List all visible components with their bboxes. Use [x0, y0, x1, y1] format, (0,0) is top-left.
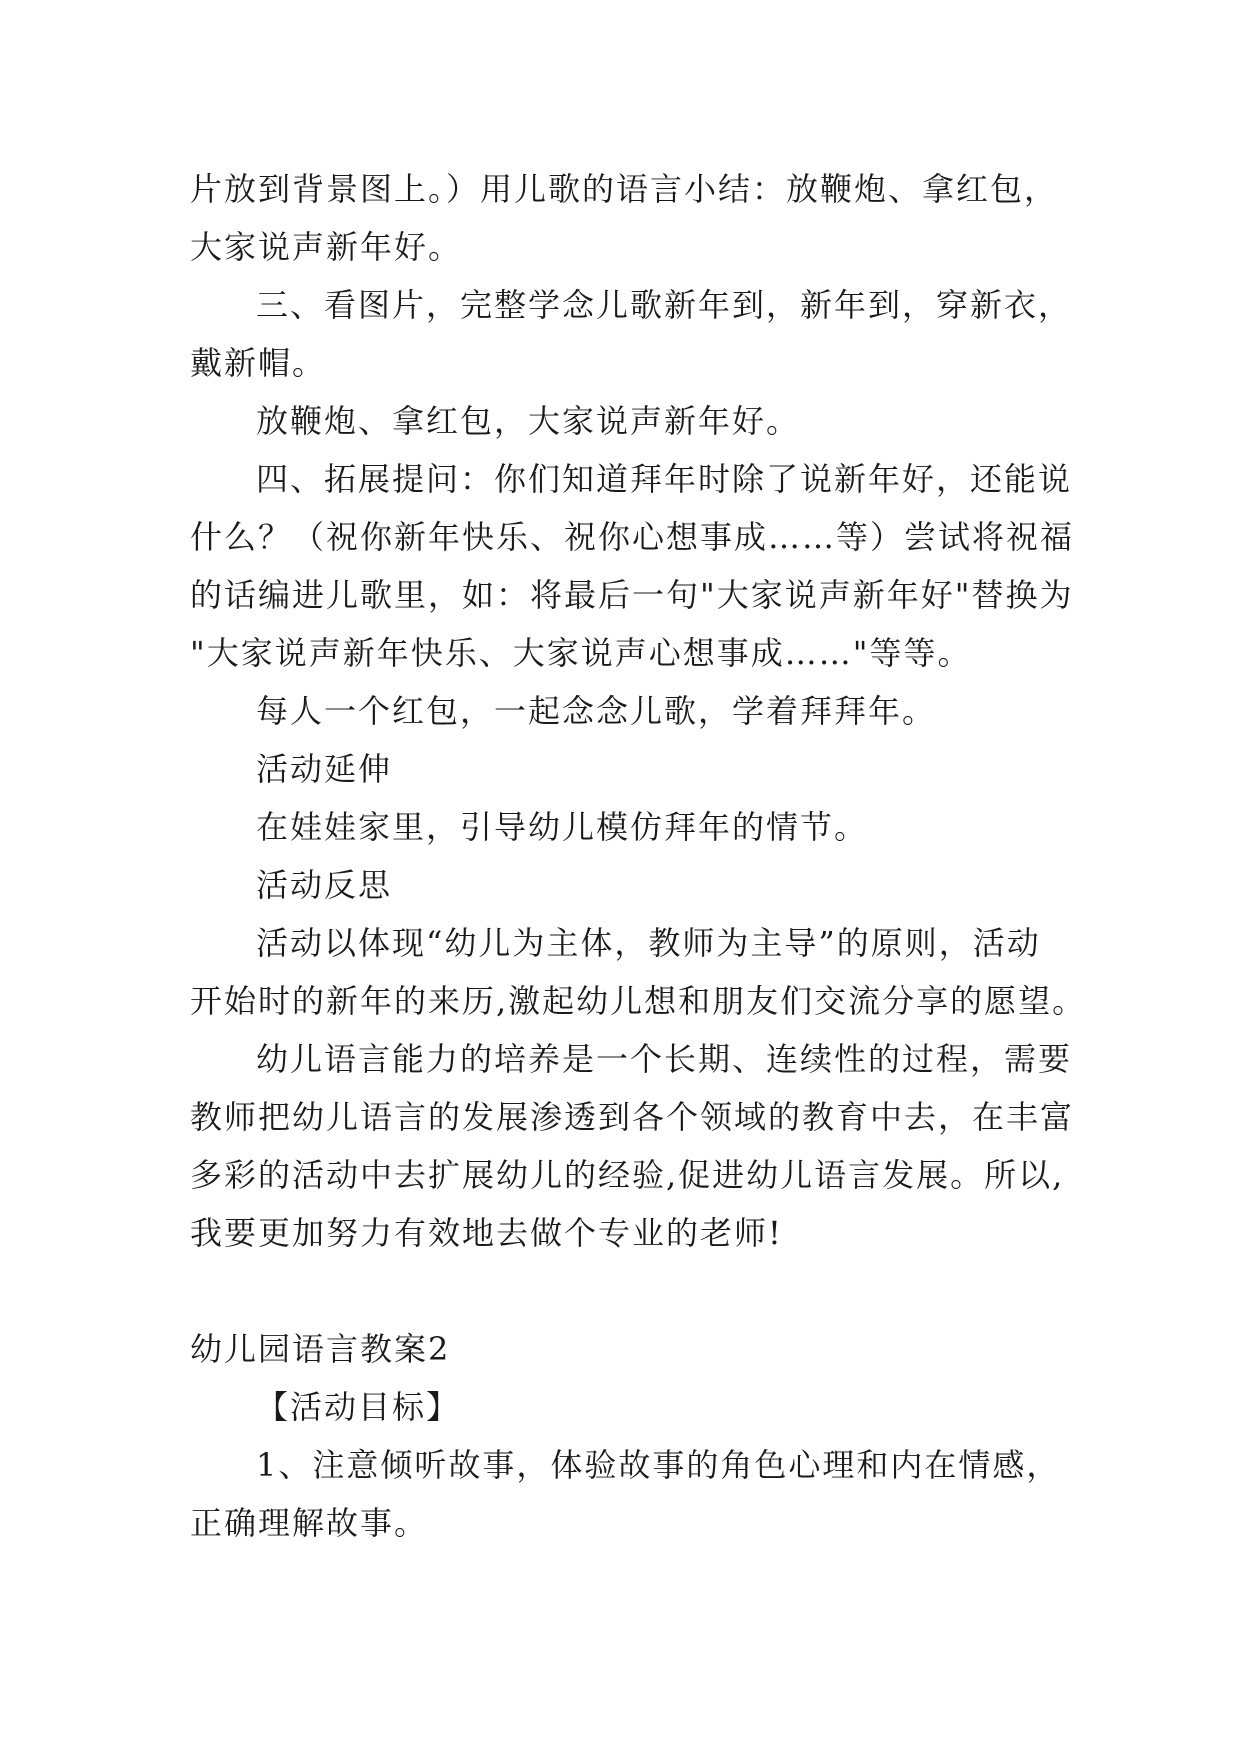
paragraph-line: 什么？（祝你新年快乐、祝你心想事成……等）尝试将祝福	[190, 518, 1075, 556]
paragraph-line: 在娃娃家里，引导幼儿模仿拜年的情节。	[256, 808, 869, 846]
paragraph-line: "大家说声新年快乐、大家说声心想事成……"等等。	[190, 634, 972, 672]
paragraph-line: 放鞭炮、拿红包，大家说声新年好。	[256, 402, 801, 440]
paragraph-line: 四、拓展提问：你们知道拜年时除了说新年好，还能说	[256, 460, 1073, 498]
paragraph-line: 开始时的新年的来历,激起幼儿想和朋友们交流分享的愿望。	[190, 982, 1087, 1020]
paragraph-line: 我要更加努力有效地去做个专业的老师!	[190, 1214, 783, 1252]
paragraph-line: 1、注意倾听故事，体验故事的角色心理和内在情感，	[256, 1446, 1061, 1484]
objectives-heading: 【活动目标】	[256, 1388, 461, 1426]
section-heading-activity-extension: 活动延伸	[256, 750, 393, 788]
section-heading-activity-reflection: 活动反思	[256, 866, 393, 904]
paragraph-line: 正确理解故事。	[190, 1504, 429, 1542]
section-spacer	[190, 1262, 1070, 1320]
document-body	[190, 160, 1087, 1552]
paragraph-line: 三、看图片，完整学念儿歌新年到，新年到，穿新衣，	[256, 286, 1073, 324]
section-title: 幼儿园语言教案2	[190, 1330, 451, 1368]
paragraph-line: 幼儿语言能力的培养是一个长期、连续性的过程，需要	[256, 1040, 1073, 1078]
paragraph-line: 大家说声新年好。	[190, 228, 463, 266]
paragraph-line: 片放到背景图上。）用儿歌的语言小结：放鞭炮、拿红包，	[190, 170, 1059, 208]
paragraph-line: 多彩的活动中去扩展幼儿的经验,促进幼儿语言发展。所以,	[190, 1156, 1065, 1194]
paragraph-line: 戴新帽。	[190, 344, 327, 382]
paragraph-line: 每人一个红包，一起念念儿歌，学着拜拜年。	[256, 692, 937, 730]
paragraph-line: 活动以体现“幼儿为主体，教师为主导”的原则，活动	[256, 924, 1041, 962]
paragraph-line: 教师把幼儿语言的发展渗透到各个领域的教育中去，在丰富	[190, 1098, 1075, 1136]
paragraph-line: 的话编进儿歌里，如：将最后一句"大家说声新年好"替换为	[190, 576, 1074, 614]
